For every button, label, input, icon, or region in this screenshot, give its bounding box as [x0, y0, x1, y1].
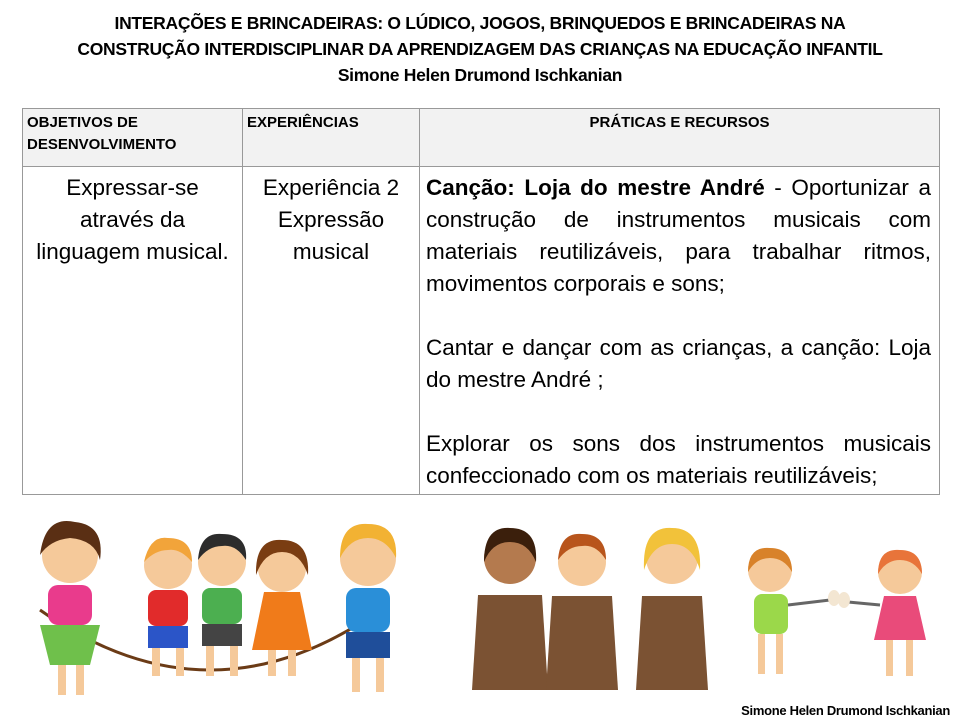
cell-objetivo: Expressar-se através da linguagem musical.: [23, 167, 243, 495]
sack-race-child-1: [472, 528, 548, 690]
pratica-1-title: Canção: Loja do mestre André: [426, 175, 765, 200]
pratica-1: [426, 172, 931, 300]
header-objetivos: OBJETIVOS DE DESENVOLVIMENTO: [23, 109, 243, 167]
footer-credit: Simone Helen Drumond Ischkanian: [741, 703, 950, 718]
experiencia-number: Experiência 2: [262, 175, 400, 200]
children-playing-illustration: [0, 500, 960, 720]
egg-spoon-child-2: [838, 550, 926, 676]
cell-experiencia: [243, 167, 420, 495]
child-figure-2: [144, 538, 192, 676]
author-name: Simone Helen Drumond Ischkanian: [337, 65, 623, 85]
experiencia-name: Expressão musical: [277, 207, 385, 264]
child-figure-1: [40, 521, 101, 695]
child-figure-4: [252, 540, 312, 676]
header-praticas: PRÁTICAS E RECURSOS: [420, 109, 940, 167]
table-header-row: [23, 109, 940, 167]
pratica-3: Explorar os sons dos instrumentos musicais confeccionado com os materiais reutilizáveis;: [426, 431, 931, 488]
title-line-2: CONSTRUÇÃO INTERDISCIPLINAR DA APRENDIZAGEM DAS CRIANÇAS NA EDUCAÇÃO INFANTIL: [77, 39, 883, 59]
sack-race-child-2: [546, 534, 618, 690]
planning-table: [22, 108, 940, 495]
pratica-2: Cantar e dançar com as crianças, a canção: Loja do mestre André ;: [426, 335, 931, 392]
sack-race-child-3: [636, 528, 708, 690]
table-row: [23, 167, 940, 495]
egg-spoon-child-1: [748, 548, 840, 674]
cell-praticas: [420, 167, 940, 495]
header-experiencias: EXPERIÊNCIAS: [243, 109, 420, 167]
title-line-1: INTERAÇÕES E BRINCADEIRAS: O LÚDICO, JOGOS, BRINQUEDOS E BRINCADEIRAS NA: [114, 13, 846, 33]
page-header: [0, 10, 960, 88]
child-figure-3: [198, 534, 246, 676]
child-figure-5: [340, 524, 396, 692]
pratica-1-text: - Oportunizar a construção de instrumentos musicais com materiais reutilizáveis, para trabalhar ritmos, movimentos corporais e sons;: [426, 175, 931, 296]
